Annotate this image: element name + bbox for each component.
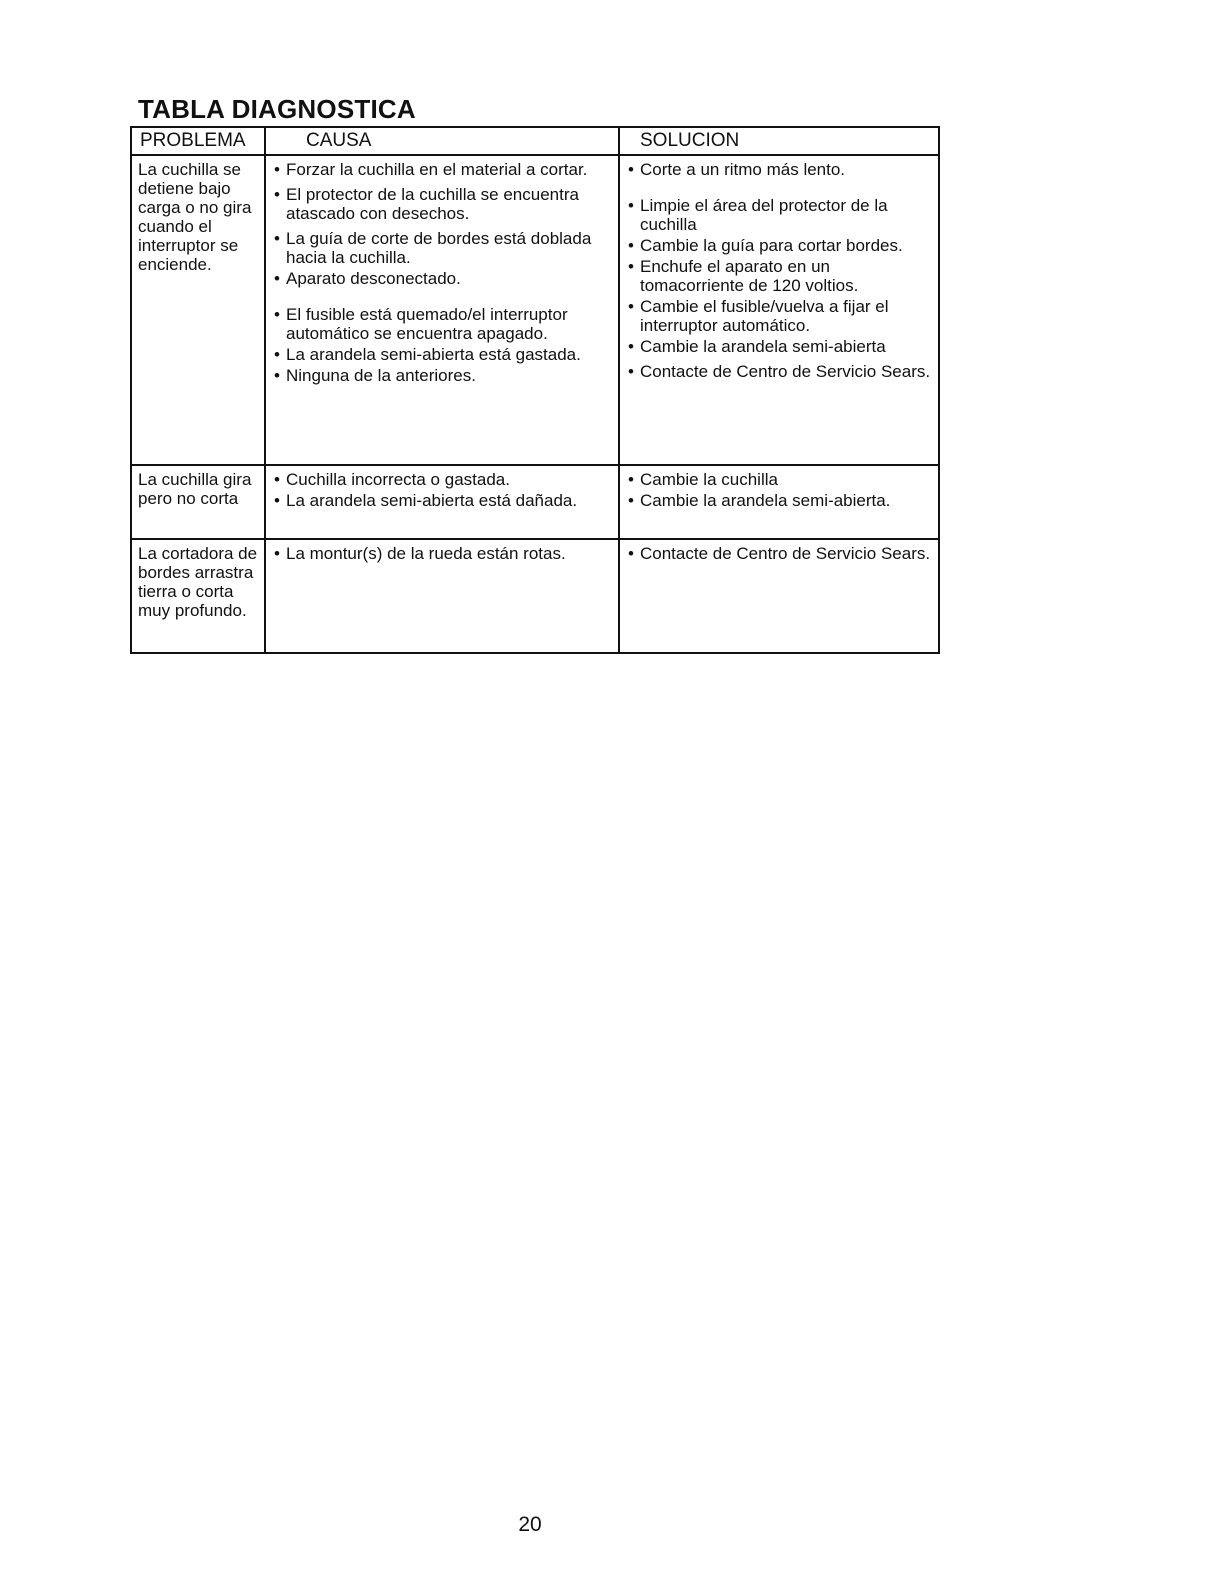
solution-item: • Enchufe el aparato en un tomacorriente de 120 voltios. bbox=[626, 257, 932, 295]
header-solution: SOLUCION bbox=[619, 127, 939, 155]
table-row bbox=[131, 155, 939, 465]
cause-cell bbox=[265, 465, 619, 539]
solution-cell bbox=[619, 155, 939, 465]
solution-item: • Contacte de Centro de Servicio Sears. bbox=[626, 362, 932, 381]
cause-item: • La guía de corte de bordes está doblada hacia la cuchilla. bbox=[272, 229, 612, 267]
solution-item: • Cambie la arandela semi-abierta bbox=[626, 337, 932, 356]
problem-cell: La cuchilla se detiene bajo carga o no gira cuando el interruptor se enciende. bbox=[131, 155, 265, 465]
table-header-row bbox=[131, 127, 939, 155]
problem-cell: La cortadora de bordes arrastra tierra o corta muy profundo. bbox=[131, 539, 265, 653]
header-cause: CAUSA bbox=[265, 127, 619, 155]
solution-item: • Contacte de Centro de Servicio Sears. bbox=[626, 544, 932, 563]
solution-cell bbox=[619, 465, 939, 539]
cause-item: • La montur(s) de la rueda están rotas. bbox=[272, 544, 612, 563]
header-problem: PROBLEMA bbox=[131, 127, 265, 155]
cause-item: • El protector de la cuchilla se encuentra atascado con desechos. bbox=[272, 185, 612, 223]
cause-item: • La arandela semi-abierta está gastada. bbox=[272, 345, 612, 364]
problem-cell: La cuchilla gira pero no corta bbox=[131, 465, 265, 539]
solution-cell bbox=[619, 539, 939, 653]
cause-item: • Aparato desconectado. bbox=[272, 269, 612, 288]
page-title: TABLA DIAGNOSTICA bbox=[138, 94, 416, 124]
solution-item: • Limpie el área del protector de la cuchilla bbox=[626, 196, 932, 234]
cause-item: • La arandela semi-abierta está dañada. bbox=[272, 491, 612, 510]
cause-item: • Ninguna de la anteriores. bbox=[272, 366, 612, 385]
cause-cell bbox=[265, 539, 619, 653]
page-number: 20 bbox=[518, 1513, 542, 1536]
solution-item: • Cambie la arandela semi-abierta. bbox=[626, 491, 932, 510]
table-row bbox=[131, 539, 939, 653]
solution-item: • Cambie el fusible/vuelva a fijar el interruptor automático. bbox=[626, 297, 932, 335]
cause-item: • Cuchilla incorrecta o gastada. bbox=[272, 470, 612, 489]
solution-item: • Cambie la cuchilla bbox=[626, 470, 932, 489]
diagnostic-table bbox=[130, 126, 940, 654]
solution-item: • Corte a un ritmo más lento. bbox=[626, 160, 932, 179]
cause-item: • Forzar la cuchilla en el material a cortar. bbox=[272, 160, 612, 179]
cause-cell bbox=[265, 155, 619, 465]
table-row bbox=[131, 465, 939, 539]
cause-item: • El fusible está quemado/el interruptor automático se encuentra apagado. bbox=[272, 305, 612, 343]
solution-item: • Cambie la guía para cortar bordes. bbox=[626, 236, 932, 255]
